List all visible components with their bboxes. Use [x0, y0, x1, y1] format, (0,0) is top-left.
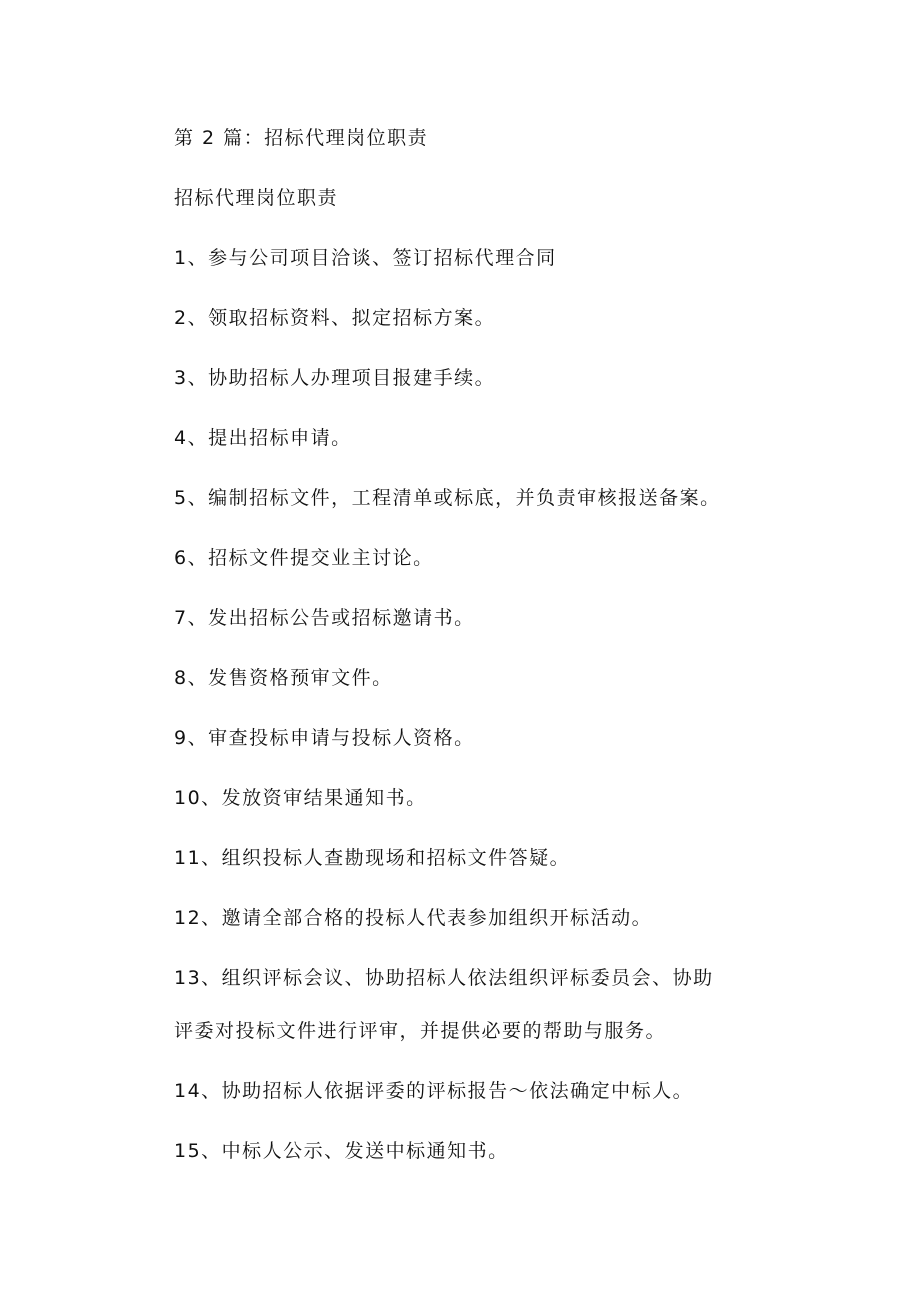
duty-item-10: 10、发放资审结果通知书。 — [174, 787, 427, 809]
duty-item-5: 5、编制招标文件，工程清单或标底，并负责审核报送备案。 — [174, 487, 721, 509]
duty-item-7: 7、发出招标公告或招标邀请书。 — [174, 607, 475, 629]
duty-item-4: 4、提出招标申请。 — [174, 427, 352, 449]
duty-item-13-line-1: 13、组织评标会议、协助招标人依法组织评标委员会、协助 — [174, 967, 714, 989]
chapter-title: 第 2 篇：招标代理岗位职责 — [174, 127, 429, 149]
duty-item-1: 1、参与公司项目洽谈、签订招标代理合同 — [174, 247, 557, 269]
duty-item-6: 6、招标文件提交业主讨论。 — [174, 547, 434, 569]
duty-item-2: 2、领取招标资料、拟定招标方案。 — [174, 307, 496, 329]
duty-item-12: 12、邀请全部合格的投标人代表参加组织开标活动。 — [174, 907, 653, 929]
section-title: 招标代理岗位职责 — [174, 187, 339, 209]
duty-item-3: 3、协助招标人办理项目报建手续。 — [174, 367, 496, 389]
duty-item-11: 11、组织投标人查勘现场和招标文件答疑。 — [174, 847, 571, 869]
document-body — [174, 118, 754, 1191]
duty-item-15: 15、中标人公示、发送中标通知书。 — [174, 1140, 509, 1162]
duty-item-8: 8、发售资格预审文件。 — [174, 667, 393, 689]
duty-item-13 — [174, 958, 754, 1051]
duty-item-14: 14、协助招标人依据评委的评标报告～依法确定中标人。 — [174, 1080, 694, 1102]
duty-item-13-line-2: 评委对投标文件进行评审，并提供必要的帮助与服务。 — [174, 1020, 667, 1042]
duty-item-9: 9、审查投标申请与投标人资格。 — [174, 727, 475, 749]
